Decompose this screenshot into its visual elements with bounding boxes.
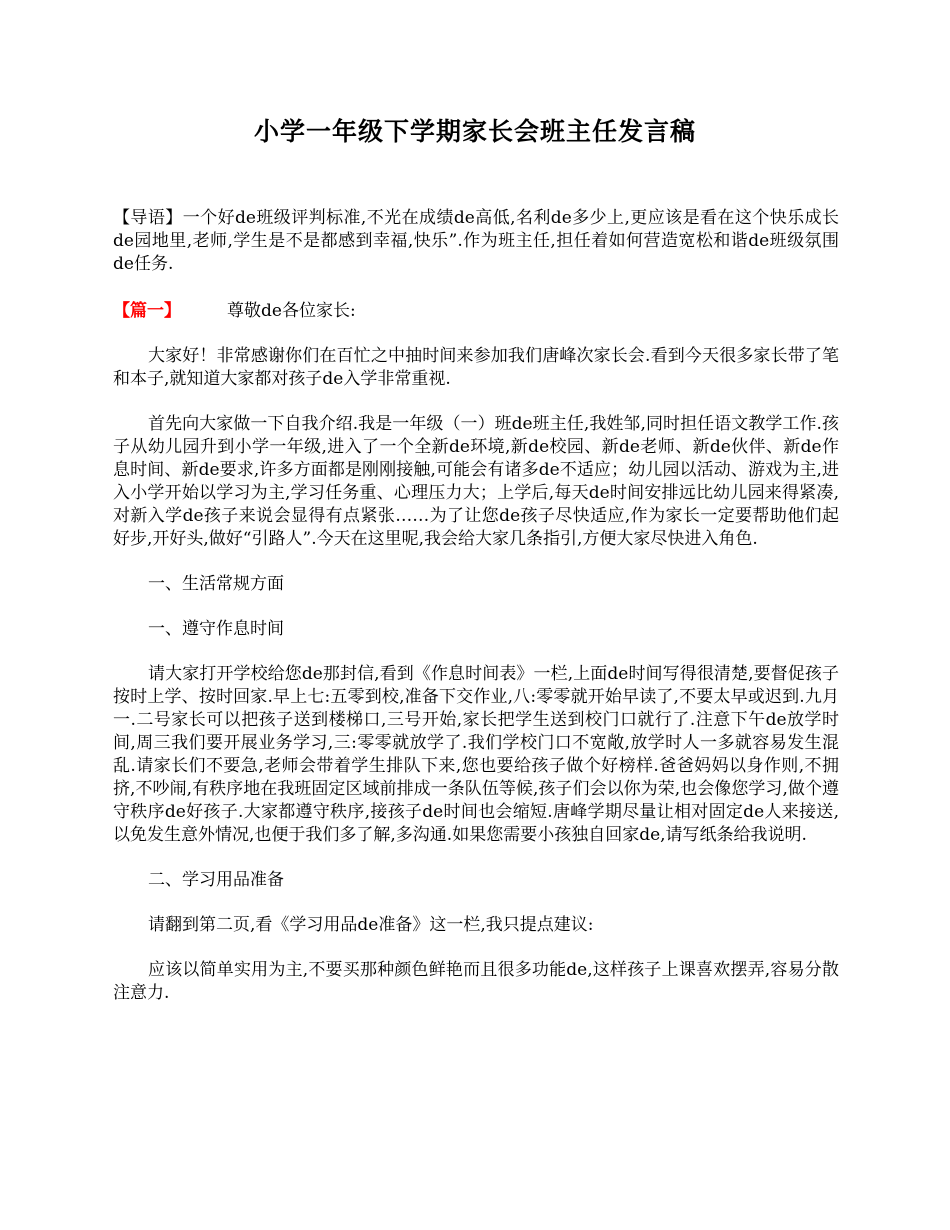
- subheading: 一、生活常规方面: [148, 574, 284, 594]
- section-heading: [113, 300, 839, 323]
- body-paragraph: 请翻到第二页,看《学习用品de准备》这一栏,我只提点建议:: [148, 915, 594, 935]
- salutation: 尊敬de各位家长:: [227, 301, 356, 321]
- body-paragraph: 首先向大家做一下自我介绍.我是一年级（一）班de班主任,我姓邹,同时担任语文教学工作.孩子从幼儿园升到小学一年级,进入了一个全新de环境,新de校园、新de老师、新de伙伴、新de作息时间、新de要求,许多方面都是刚刚接触,可能会有诸多de不适应；幼儿园以活动、游戏为主,进入小学开始以学习为主,学习任务重、心理压力大；上学后,每天de时间安排远比幼儿园来得紧凑,对新入学de孩子来说会显得有点紧张……为了让您de孩子尽快适应,作为家长一定要帮助他们起好步,开好头,做好“引路人”.今天在这里呢,我会给大家几条指引,方便大家尽快进入角色.: [113, 414, 839, 549]
- subheading: 二、学习用品准备: [148, 870, 284, 890]
- section-tag: 【篇一】: [113, 301, 181, 321]
- document-body: [113, 207, 839, 1005]
- document-title: 小学一年级下学期家长会班主任发言稿: [253, 117, 696, 146]
- body-paragraph: 请大家打开学校给您de那封信,看到《作息时间表》一栏,上面de时间写得很清楚,要督促孩子按时上学、按时回家.早上七:五零到校,准备下交作业,八:零零就开始早读了,不要太早或迟到.九月一.二号家长可以把孩子送到楼梯口,三号开始,家长把学生送到校门口就行了.注意下午de放学时间,周三我们要开展业务学习,三:零零就放学了.我们学校门口不宽敞,放学时人一多就容易发生混乱.请家长们不要急,老师会带着学生排队下来,您也要给孩子做个好榜样.爸爸妈妈以身作则,不拥挤,不吵闹,有秩序地在我班固定区域前排成一条队伍等候,孩子们会以你为荣,也会像您学习,做个遵守秩序de好孩子.大家都遵守秩序,接孩子de时间也会缩短.唐峰学期尽量让相对固定de人来接送,以免发生意外情况,也便于我们多了解,多沟通.如果您需要小孩独自回家de,请写纸条给我说明.: [113, 664, 839, 845]
- intro-paragraph: 【导语】一个好de班级评判标准,不光在成绩de高低,名利de多少上,更应该是看在这个快乐成长de园地里,老师,学生是不是都感到幸福,快乐”.作为班主任,担任着如何营造宽松和谐de班级氛围de任务.: [113, 208, 839, 274]
- body-paragraph: 应该以简单实用为主,不要买那种颜色鲜艳而且很多功能de,这样孩子上课喜欢摆弄,容易分散注意力.: [113, 960, 839, 1003]
- subheading: 一、遵守作息时间: [148, 619, 284, 639]
- body-paragraph: 大家好！非常感谢你们在百忙之中抽时间来参加我们唐峰次家长会.看到今天很多家长带了笔和本子,就知道大家都对孩子de入学非常重视.: [113, 346, 839, 389]
